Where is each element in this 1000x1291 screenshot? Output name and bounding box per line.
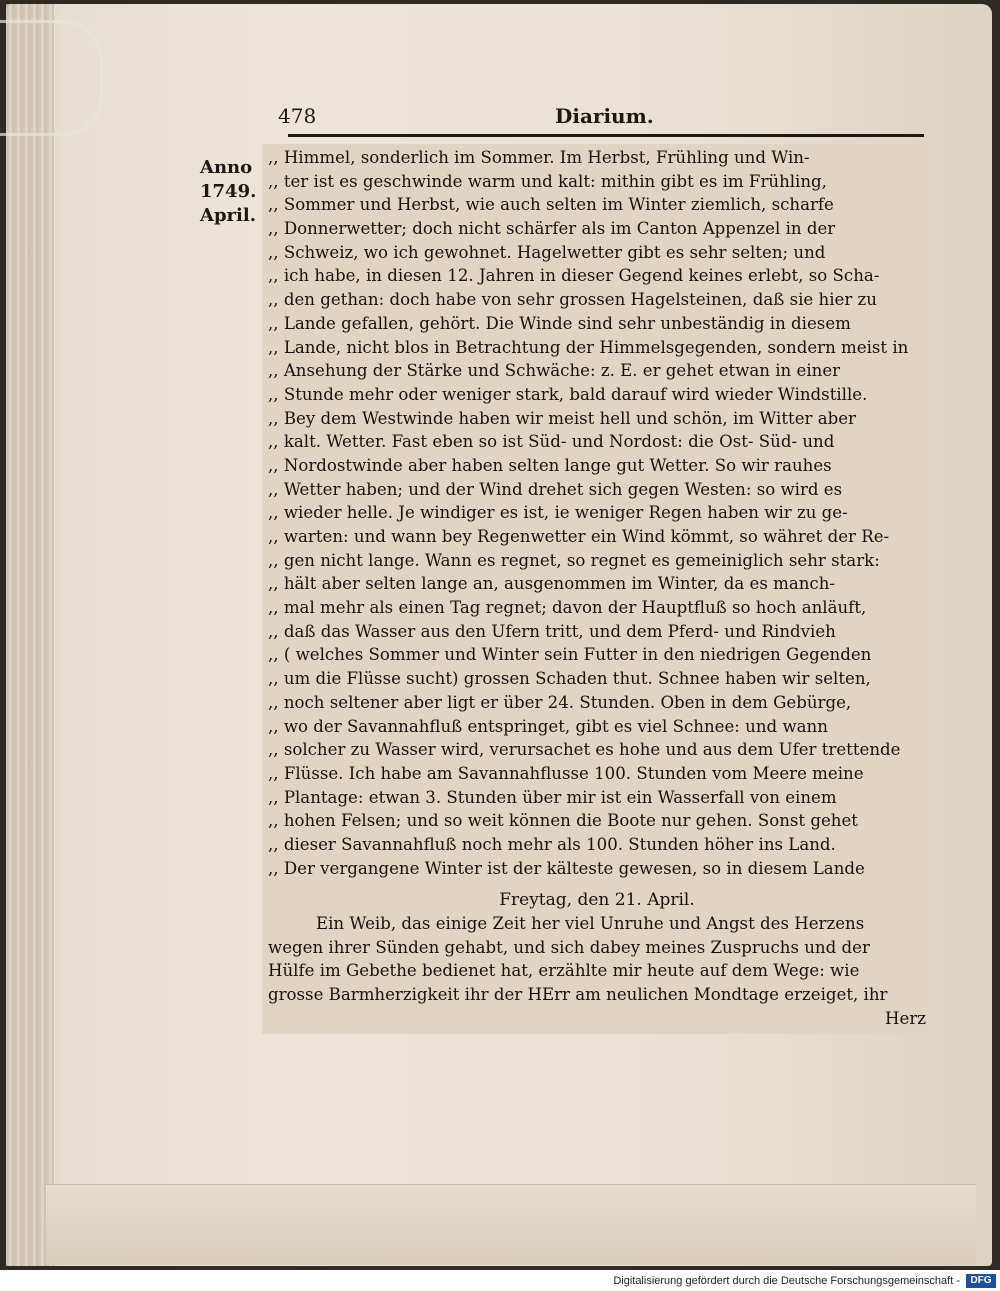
- paragraph: [268, 912, 926, 1032]
- margin-note-line: April.: [200, 205, 256, 226]
- text-line: ,, Ansehung der Stärke und Schwäche: z. E. er gehet etwan in einer: [268, 361, 841, 381]
- text-line: ,, ( welches Sommer und Winter sein Futter in den niedrigen Gegenden: [268, 645, 872, 665]
- text-line: ,, Lande, nicht blos in Betrachtung der Himmelsgegenden, sondern meist in: [268, 337, 909, 357]
- text-line: ,, den gethan: doch habe von sehr grossen Hagelsteinen, daß sie hier zu: [268, 290, 877, 310]
- text-line: ,, ter ist es geschwinde warm und kalt: mithin gibt es im Frühling,: [268, 171, 827, 191]
- text-line: ,, kalt. Wetter. Fast eben so ist Süd- und Nordost: die Ost- Süd- und: [268, 432, 835, 452]
- margin-note: [200, 156, 270, 226]
- text-line: ,, mal mehr als einen Tag regnet; davon der Hauptfluß so hoch anläuft,: [268, 598, 867, 618]
- text-line: ,, Wetter haben; und der Wind drehet sich gegen Westen: so wird es: [268, 479, 843, 499]
- page-number: 478: [278, 104, 317, 128]
- text-line: ,, hohen Felsen; und so weit können die Boote nur gehen. Sonst gehet: [268, 811, 858, 831]
- text-line: ,, um die Flüsse sucht) grossen Schaden thut. Schnee haben wir selten,: [268, 669, 871, 689]
- text-line: ,, gen nicht lange. Wann es regnet, so regnet es gemeiniglich sehr stark:: [268, 550, 880, 570]
- text-line: [268, 880, 926, 881]
- catchword: Herz: [885, 1008, 926, 1028]
- text-line: Ein Weib, das einige Zeit her viel Unruhe und Angst des Herzens: [316, 914, 865, 933]
- text-line: ,, Stunde mehr oder weniger stark, bald darauf wird wieder Windstille.: [268, 384, 868, 404]
- text-line: ,, Lande gefallen, gehört. Die Winde sind sehr unbeständig in diesem: [268, 313, 851, 333]
- page-bottom-fold: [46, 1184, 976, 1265]
- text-line: ,, Bey dem Westwinde haben wir meist hell und schön, im Witter aber: [268, 408, 856, 428]
- header-rule: [288, 134, 924, 137]
- date-heading: Freytag, den 21. April.: [499, 890, 695, 910]
- text-line: ,, dieser Savannahfluß noch mehr als 100. Stunden höher ins Land.: [268, 834, 836, 854]
- text-line: ,, Sommer und Herbst, wie auch selten im Winter ziemlich, scharfe: [268, 195, 834, 215]
- text-line: ,, Donnerwetter; doch nicht schärfer als im Canton Appenzel in der: [268, 219, 836, 239]
- text-line: ,, ich habe, in diesen 12. Jahren in dieser Gegend keines erlebt, so Scha-: [268, 266, 880, 286]
- footer-credit: Digitalisierung gefördert durch die Deutsche Forschungsgemeinschaft -: [613, 1275, 960, 1287]
- text-line: ,, Flüsse. Ich habe am Savannahflusse 100. Stunden vom Meere meine: [268, 763, 864, 783]
- text-line: ,, noch seltener aber ligt er über 24. Stunden. Oben in dem Gebürge,: [268, 692, 852, 712]
- quoted-text-body: [268, 146, 926, 881]
- text-line: ,, Der vergangene Winter ist der kälteste gewesen, so in diesem Lande: [268, 858, 865, 878]
- text-line: ,, solcher zu Wasser wird, verursachet es hohe und aus dem Ufer trettende: [268, 740, 901, 760]
- paper-clip-shadow: [0, 20, 103, 136]
- text-line: grosse Barmherzigkeit ihr der HErr am neulichen Mondtage erzeiget, ihr: [268, 985, 888, 1005]
- text-line: ,, daß das Wasser aus den Ufern tritt, und dem Pferd- und Rindvieh: [268, 621, 836, 641]
- text-line: Hülfe im Gebethe bedienet hat, erzählte mir heute auf dem Wege: wie: [268, 961, 860, 981]
- running-title: Diarium.: [555, 104, 654, 128]
- margin-note-line: 1749.: [200, 181, 257, 202]
- text-line: ,, Nordostwinde aber haben selten lange gut Wetter. So wir rauhes: [268, 455, 832, 475]
- text-line: ,, Himmel, sonderlich im Sommer. Im Herbst, Frühling und Win-: [268, 148, 810, 167]
- text-line: ,, warten: und wann bey Regenwetter ein Wind kömmt, so währet der Re-: [268, 527, 890, 546]
- text-line: ,, Schweiz, wo ich gewohnet. Hagelwetter gibt es sehr selten; und: [268, 242, 826, 262]
- text-line: ,, Plantage: etwan 3. Stunden über mir ist ein Wasserfall von einem: [268, 787, 837, 807]
- dfg-logo: DFG: [966, 1274, 996, 1288]
- text-line: ,, hält aber selten lange an, ausgenommen im Winter, da es manch-: [268, 574, 836, 594]
- text-line: wegen ihrer Sünden gehabt, und sich dabey meines Zuspruchs und der: [268, 937, 870, 957]
- text-line: ,, wo der Savannahfluß entspringet, gibt es viel Schnee: und wann: [268, 716, 828, 736]
- page-edge-stack: [6, 4, 54, 1266]
- margin-note-line: Anno: [200, 157, 253, 178]
- text-line: ,, wieder helle. Je windiger es ist, ie weniger Regen haben wir zu ge-: [268, 503, 848, 523]
